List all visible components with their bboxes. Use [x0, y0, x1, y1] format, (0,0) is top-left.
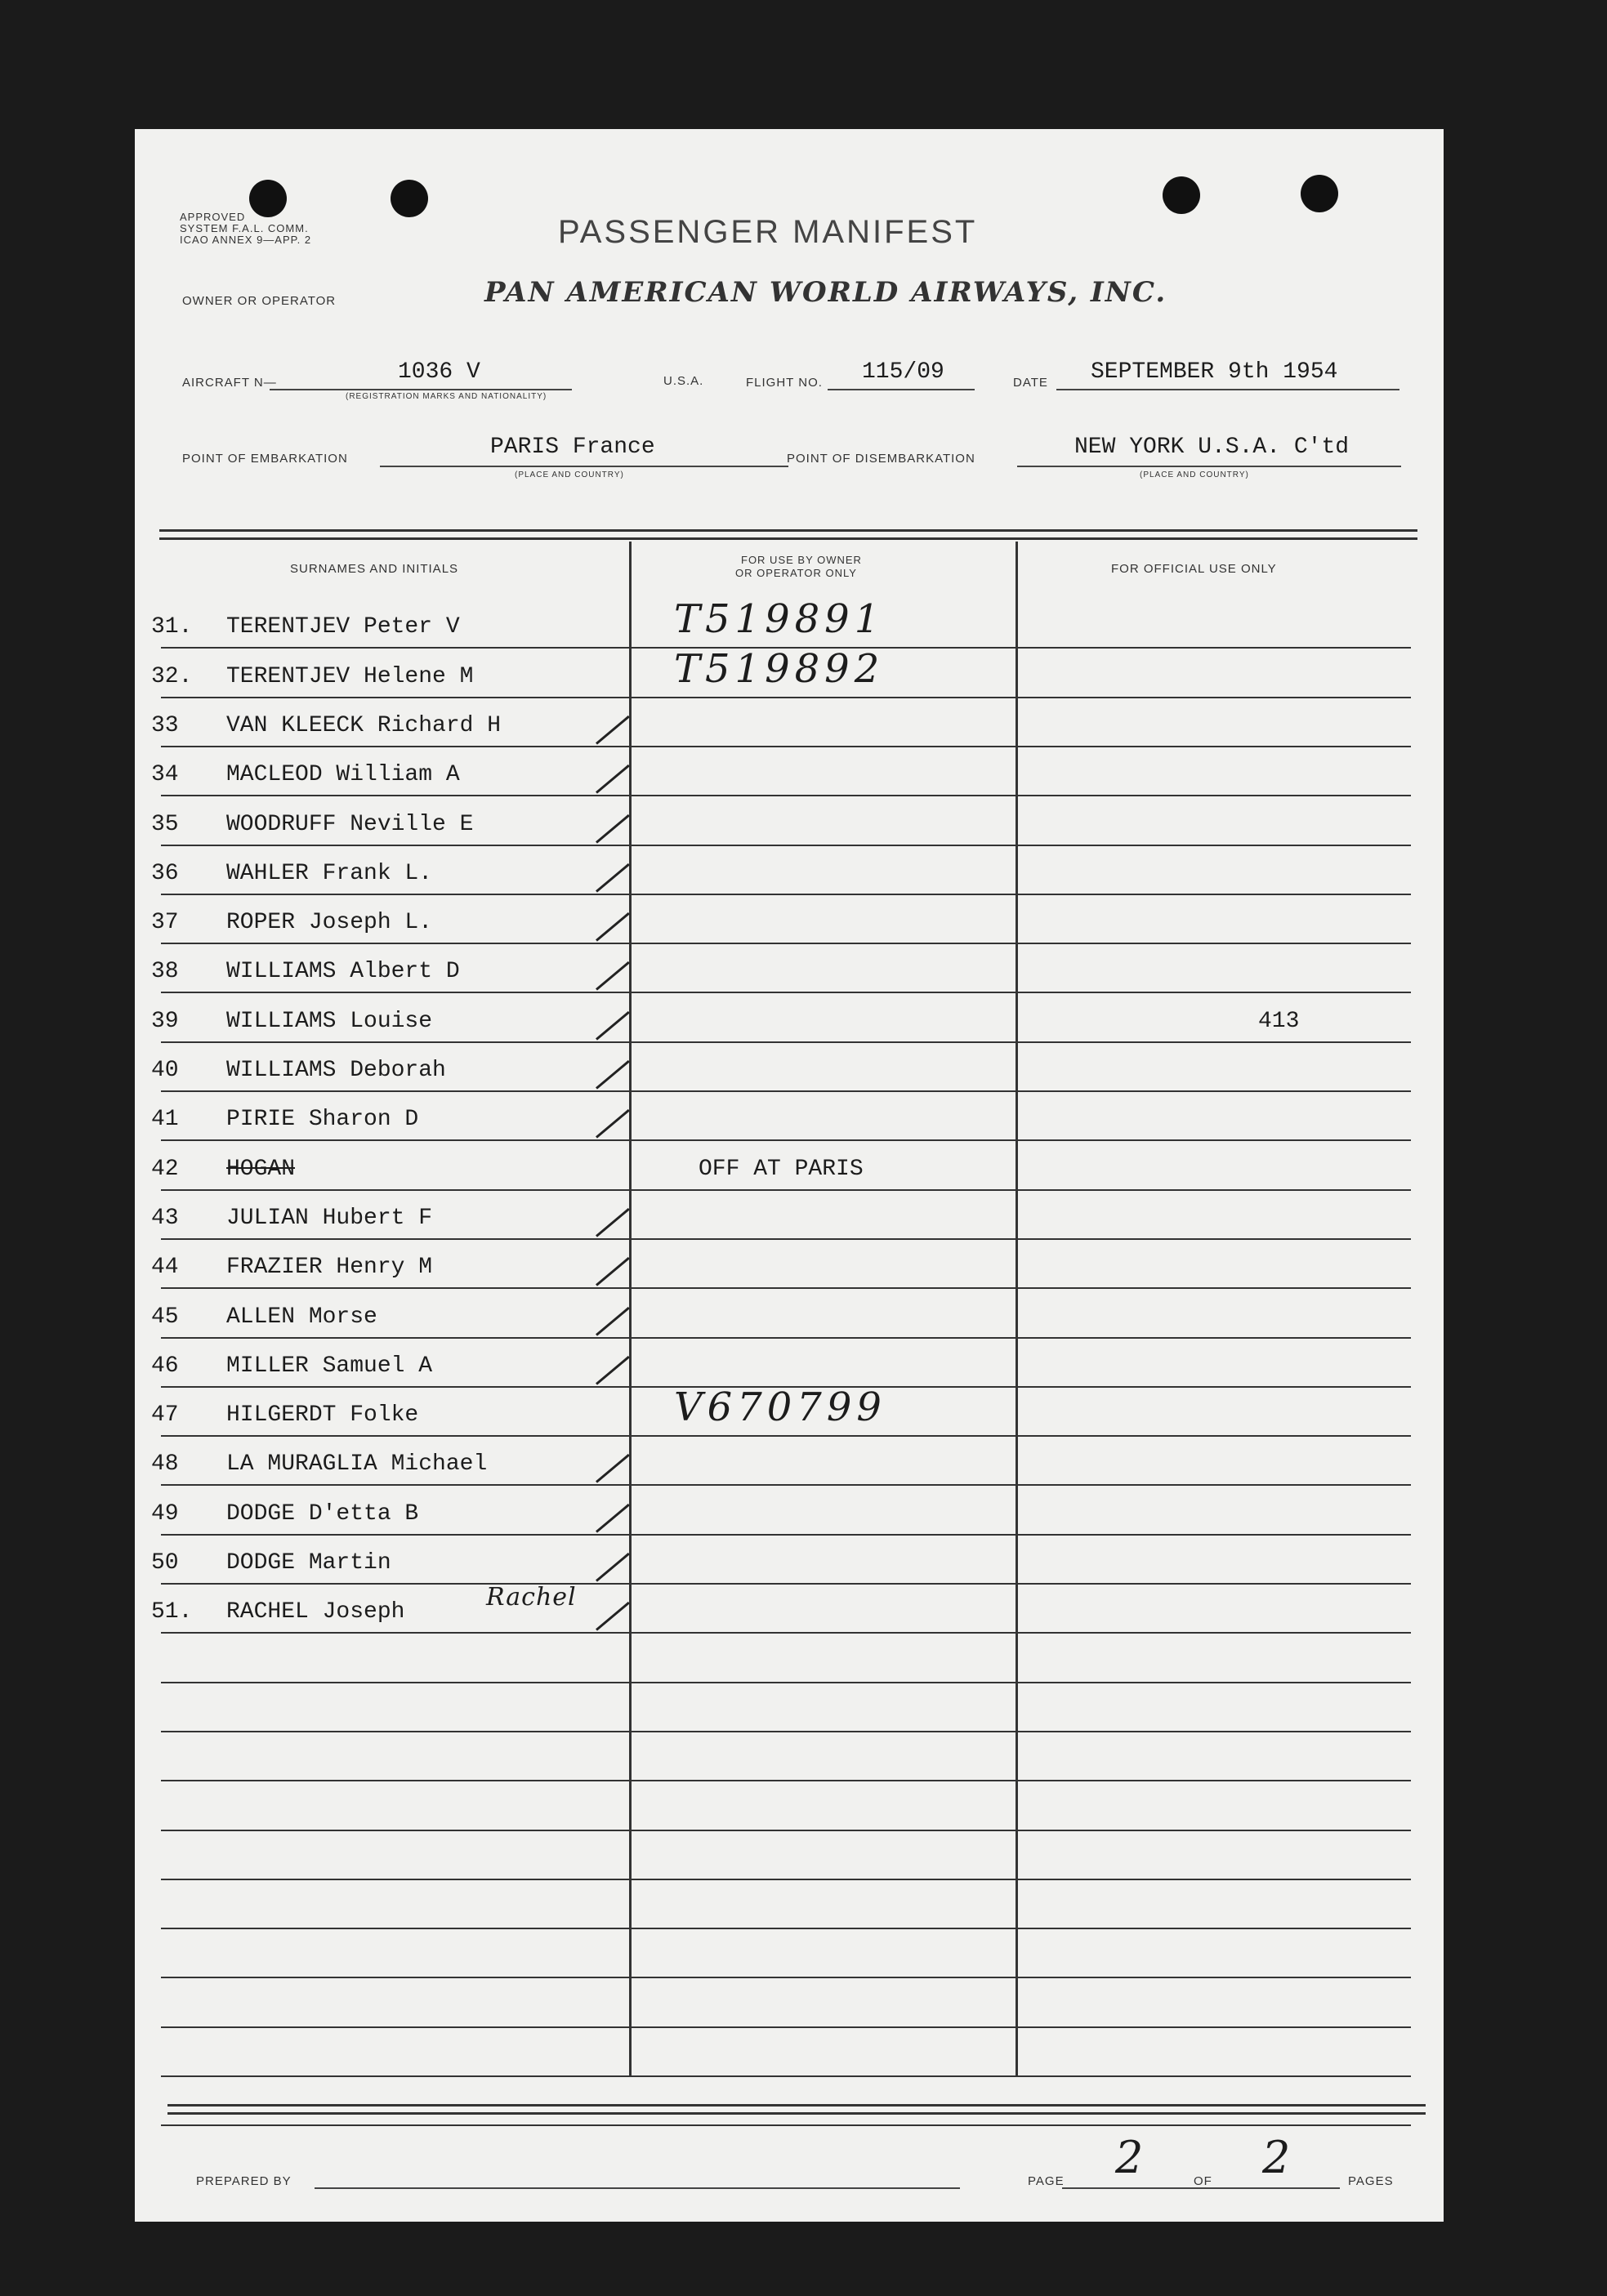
punch-hole [1163, 176, 1200, 214]
row-number: 45 [151, 1304, 179, 1330]
row-rule [161, 1484, 1411, 1486]
row-number: 49 [151, 1501, 179, 1527]
passenger-name: WILLIAMS Louise [226, 1009, 433, 1034]
registration-caption: (REGISTRATION MARKS AND NATIONALITY) [346, 392, 547, 401]
country: U.S.A. [663, 374, 704, 388]
row-number: 36 [151, 861, 179, 886]
row-number: 51. [151, 1599, 193, 1625]
check-mark [596, 1011, 630, 1041]
row-rule [161, 1287, 1411, 1289]
of-label: OF [1194, 2174, 1212, 2188]
check-mark [596, 1109, 630, 1139]
row-rule [161, 943, 1411, 944]
row-rule [161, 1682, 1411, 1683]
disembarkation-value: NEW YORK U.S.A. C'td [1074, 435, 1350, 460]
passport-number: T519892 [674, 646, 885, 692]
passenger-name: ROPER Joseph L. [226, 910, 433, 935]
row-number: 42 [151, 1157, 179, 1182]
check-mark [596, 1257, 630, 1286]
passenger-name: DODGE D'etta B [226, 1501, 419, 1527]
check-mark [596, 1307, 630, 1336]
form-title: PASSENGER MANIFEST [558, 214, 978, 250]
row-number: 48 [151, 1451, 179, 1477]
col-header-owner: OR OPERATOR ONLY [735, 567, 857, 579]
row-rule [161, 845, 1411, 846]
check-mark [596, 1356, 630, 1385]
operator-note: OFF AT PARIS [699, 1157, 864, 1182]
row-number: 37 [151, 910, 179, 935]
passport-number: V670799 [674, 1384, 886, 1430]
row-rule [161, 1928, 1411, 1929]
row-number: 39 [151, 1009, 179, 1034]
approval-line: ICAO ANNEX 9—APP. 2 [180, 234, 312, 246]
flight-label: FLIGHT NO. [746, 376, 823, 390]
check-mark [596, 912, 630, 942]
check-mark [596, 1602, 630, 1631]
row-number: 41 [151, 1107, 179, 1132]
passenger-name: WOODRUFF Neville E [226, 812, 474, 837]
passenger-name: WILLIAMS Deborah [226, 1058, 446, 1083]
row-rule [161, 1731, 1411, 1732]
row-number: 31. [151, 614, 193, 640]
passenger-name: PIRIE Sharon D [226, 1107, 419, 1132]
place-caption: (PLACE AND COUNTRY) [1140, 470, 1249, 479]
place-caption: (PLACE AND COUNTRY) [515, 470, 624, 479]
passenger-name: ALLEN Morse [226, 1304, 377, 1330]
embarkation-label: POINT OF EMBARKATION [182, 452, 348, 466]
passenger-name: FRAZIER Henry M [226, 1255, 433, 1280]
passenger-name: HOGAN [226, 1157, 296, 1182]
col-header-names: SURNAMES AND INITIALS [290, 562, 459, 576]
row-rule [161, 1977, 1411, 1978]
official-note: 413 [1258, 1009, 1300, 1034]
passenger-name: JULIAN Hubert F [226, 1206, 433, 1231]
row-rule [161, 1780, 1411, 1781]
row-rule [161, 795, 1411, 796]
row-rule [161, 2026, 1411, 2028]
row-rule [161, 2075, 1411, 2077]
date-label: DATE [1013, 376, 1048, 390]
aircraft-label: AIRCRAFT N— [182, 376, 277, 390]
punch-hole [391, 180, 428, 217]
passenger-name: TERENTJEV Peter V [226, 614, 460, 640]
manifest-sheet [135, 129, 1444, 2222]
row-number: 46 [151, 1353, 179, 1379]
row-rule [161, 1337, 1411, 1339]
col-header-official: FOR OFFICIAL USE ONLY [1111, 562, 1277, 576]
aircraft-value: 1036 V [398, 359, 480, 385]
row-rule [161, 2124, 1411, 2126]
row-rule [161, 697, 1411, 698]
prepared-label: PREPARED BY [196, 2174, 292, 2188]
approval-line: APPROVED [180, 211, 246, 223]
passenger-name: TERENTJEV Helene M [226, 664, 474, 689]
row-rule [161, 1189, 1411, 1191]
passenger-name: MILLER Samuel A [226, 1353, 433, 1379]
row-number: 38 [151, 959, 179, 984]
approval-line: SYSTEM F.A.L. COMM. [180, 222, 309, 234]
check-mark [596, 961, 630, 991]
row-rule [161, 1632, 1411, 1634]
page-label: PAGE [1028, 2174, 1065, 2188]
handwritten-annotation: Rachel [486, 1583, 577, 1612]
check-mark [596, 1553, 630, 1582]
passenger-name: HILGERDT Folke [226, 1402, 419, 1428]
row-number: 32. [151, 664, 193, 689]
passenger-name: VAN KLEECK Richard H [226, 713, 502, 738]
check-mark [596, 1060, 630, 1090]
row-rule [161, 1583, 1411, 1585]
flight-value: 115/09 [862, 359, 944, 385]
row-rule [161, 992, 1411, 993]
check-mark [596, 1208, 630, 1237]
row-rule [161, 1238, 1411, 1240]
owner-label: OWNER OR OPERATOR [182, 294, 337, 308]
row-number: 50 [151, 1550, 179, 1576]
pages-label: PAGES [1348, 2174, 1394, 2188]
row-rule [161, 1090, 1411, 1092]
check-mark [596, 716, 630, 745]
row-number: 35 [151, 812, 179, 837]
row-rule [161, 1041, 1411, 1043]
punch-hole [249, 180, 287, 217]
passenger-name: RACHEL Joseph [226, 1599, 405, 1625]
check-mark [596, 1504, 630, 1533]
passenger-name: MACLEOD William A [226, 762, 460, 787]
row-number: 40 [151, 1058, 179, 1083]
row-number: 43 [151, 1206, 179, 1231]
row-rule [161, 746, 1411, 747]
date-value: SEPTEMBER 9th 1954 [1091, 359, 1338, 385]
check-mark [596, 765, 630, 794]
check-mark [596, 1454, 630, 1483]
row-number: 44 [151, 1255, 179, 1280]
row-rule [161, 1139, 1411, 1141]
passenger-name: LA MURAGLIA Michael [226, 1451, 488, 1477]
row-rule [161, 1879, 1411, 1880]
owner-value: PAN AMERICAN WORLD AIRWAYS, INC. [484, 276, 1167, 309]
passport-number: T519891 [674, 596, 885, 642]
passenger-name: WILLIAMS Albert D [226, 959, 460, 984]
row-rule [161, 894, 1411, 895]
passenger-name: DODGE Martin [226, 1550, 391, 1576]
check-mark [596, 814, 630, 844]
passenger-name: WAHLER Frank L. [226, 861, 433, 886]
pages-value: 2 [1262, 2132, 1296, 2183]
row-number: 47 [151, 1402, 179, 1428]
row-number: 33 [151, 713, 179, 738]
row-rule [161, 1830, 1411, 1831]
disembarkation-label: POINT OF DISEMBARKATION [787, 452, 975, 466]
check-mark [596, 863, 630, 893]
row-rule [161, 1435, 1411, 1437]
col-header-owner: FOR USE BY OWNER [741, 554, 862, 566]
row-rule [161, 1534, 1411, 1536]
page-value: 2 [1115, 2132, 1149, 2183]
punch-hole [1301, 175, 1338, 212]
row-number: 34 [151, 762, 179, 787]
embarkation-value: PARIS France [490, 435, 655, 460]
